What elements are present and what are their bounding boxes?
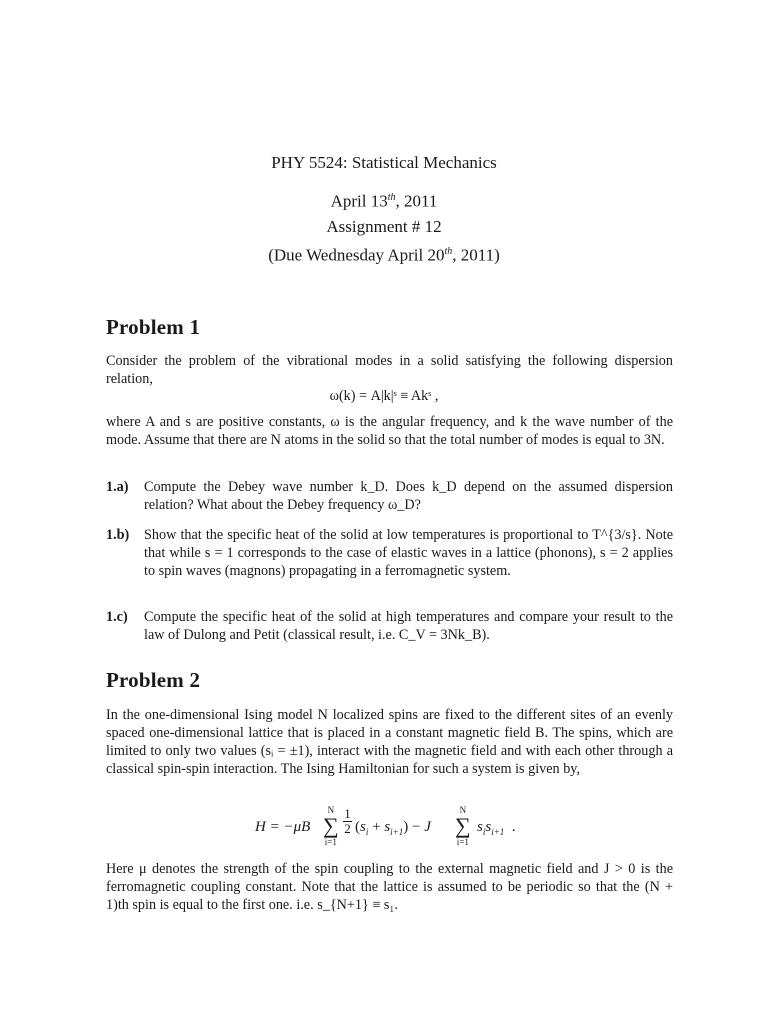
hamiltonian-part: $(s_i + s_{i+1}) - J$	[355, 819, 431, 837]
item-text: Show that the specific heat of the solid at low temperatures is proportional to T^{3/s}. Note that while s = 1 corresponds to the case of elastic waves in a lattice (phonons), s = 2 applies to spin waves (magnons) propagating in a ferromagnetic system.	[144, 527, 673, 579]
item-text: Compute the Debey wave number k_D. Does k_D depend on the assumed dispersion relation? What about the Debey frequency ω_D?	[144, 479, 673, 513]
assignment-line: Assignment # 12	[326, 216, 442, 236]
one-half-fraction: 1 2	[344, 806, 351, 836]
problem-2-paragraph-1: In the one-dimensional Ising model N localized spins are fixed to the different sites of an evenly spaced one-dimensional lattice that is placed in a constant magnetic field B. The spins, which are limited to only two values (sᵢ = ±1), interact with the magnetic field and with each other through a classical spin-spin interaction. The Ising Hamiltonian for such a system is given by,	[106, 707, 673, 777]
dispersion-equation: ω(k) = A|k|ˢ ≡ Akˢ ,	[329, 388, 439, 404]
course-title: PHY 5524: Statistical Mechanics	[271, 153, 497, 172]
due-line: (Due Wednesday April 20th, 2011)	[268, 245, 500, 265]
problem-1-title: Problem 1	[106, 315, 201, 339]
problem-1a	[106, 478, 673, 514]
item-label: 1.b)	[106, 527, 130, 543]
problem-2-paragraph-2: Here μ denotes the strength of the spin coupling to the external magnetic field and J > 0 is the ferromagnetic coupling constant. Note that the lattice is assumed to be periodic so that the (N + 1)th spin is equal to the first one. i.e. s_{N+1} ≡ s₁.	[106, 861, 673, 913]
date-line: April 13th, 2011	[330, 191, 438, 211]
problem-1c	[106, 608, 673, 644]
item-label: 1.c)	[106, 609, 128, 625]
problem-1-text: where A and s are positive constants, ω is the angular frequency, and k the wave number of the mode. Assume that there are N atoms in the solid so that the total number of modes is equal to 3N.	[106, 414, 673, 448]
item-label: 1.a)	[106, 479, 129, 495]
ising-hamiltonian	[255, 805, 555, 855]
document-header	[0, 150, 768, 267]
sum-symbol: N ∑ i=1	[455, 805, 471, 847]
sum-symbol: N ∑ i=1	[323, 805, 339, 847]
hamiltonian-part: H = −μB	[255, 819, 311, 835]
problem-2-title: Problem 2	[106, 668, 201, 692]
hamiltonian-part: $s_is_{i+1}$ .	[477, 819, 516, 837]
item-text: Compute the specific heat of the solid at high temperatures and compare your result to the law of Dulong and Petit (classical result, i.e. C_V = 3Nk_B).	[144, 609, 673, 643]
problem-1-intro: Consider the problem of the vibrational modes in a solid satisfying the following dispersion relation,	[106, 353, 673, 387]
problem-1b	[106, 526, 673, 580]
